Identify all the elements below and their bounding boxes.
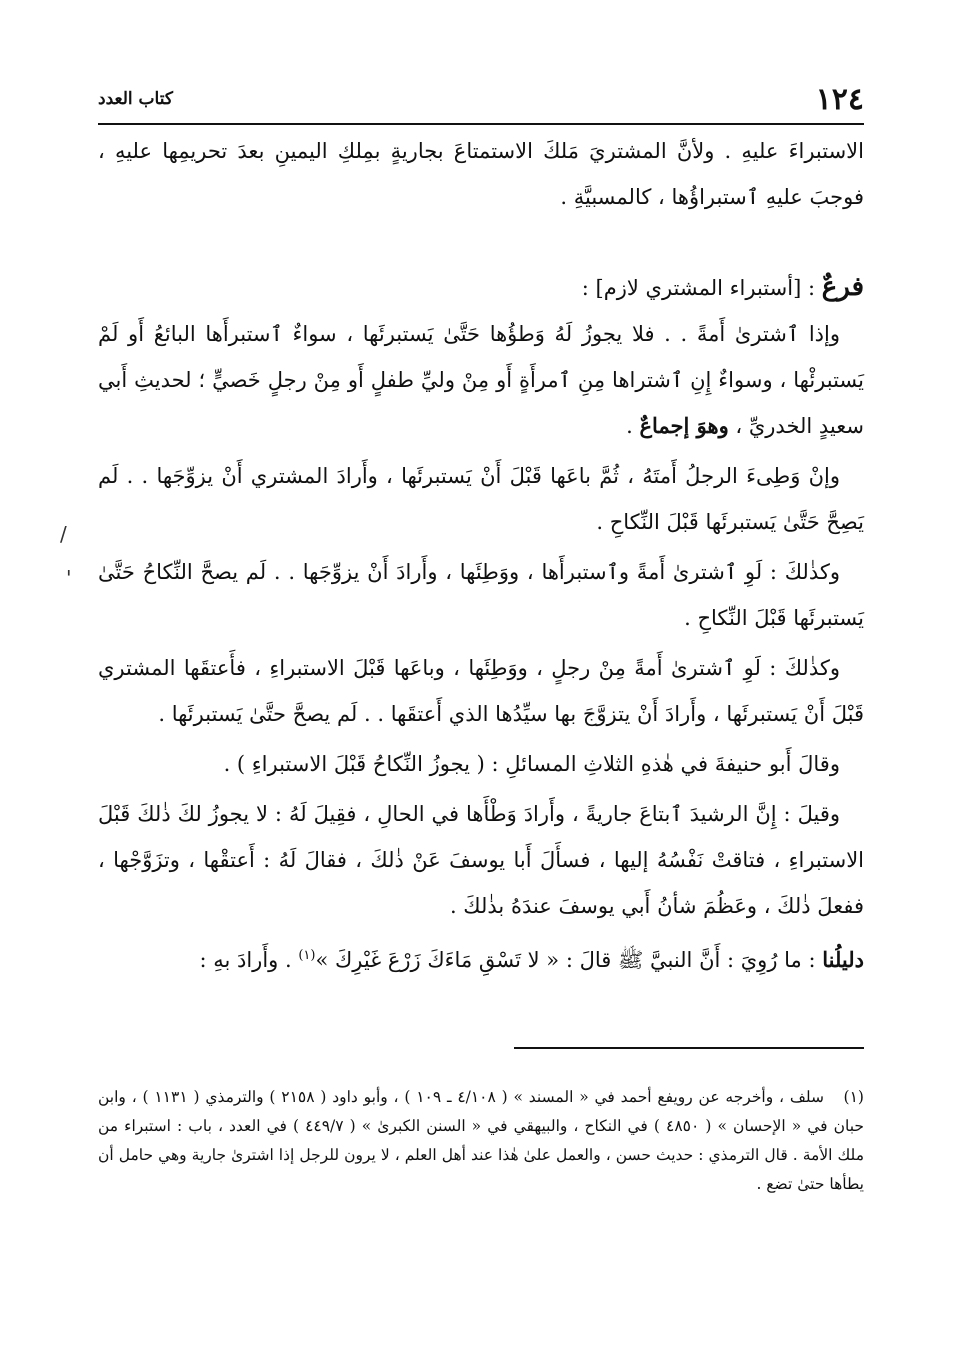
paragraph-4: وكذٰلكَ : لَوِ ٱشترىٰ أَمةً وٱستبرأَها ، ووَطِئَها ، وأَرادَ أَنْ يزوِّجَها . . لَم يصحَّ النِّكاحُ حَتَّىٰ يَستبرئَها قَبْلَ النِّكاحِ . xyxy=(98,560,864,630)
paragraph-7: وقيلَ : إِنَّ الرشيدَ ٱبتاعَ جاريةً ، وأَرادَ وَطْأَها في الحالِ ، فقِيلَ لَهُ : لا يجوزُ لكَ ذٰلكَ قَبْلَ الاستبراءِ ، فتاقتْ نَفْسُهُ إليها ، فسأَلَ أَبا يوسفَ عَنْ ذٰلكَ ، فقالَ لَهُ : أَعتقْها ، وتزَوَّجْها ، ففعلَ ذٰلكَ ، وعَظُمَ شأنُ أَبي يوسفَ عندَهُ بذٰلكَ . xyxy=(98,802,864,918)
margin-mark-2: ' xyxy=(66,566,72,590)
paragraph-6: وقالَ أَبو حنيفةَ في هٰذهِ الثلاثِ المسائلِ : ( يجوزُ النِّكاحُ قَبْلَ الاستبراءِ ) . xyxy=(223,752,840,776)
paragraph-2-bold: وهوَ إجماعٌ xyxy=(639,413,729,438)
footnote-text: سلف ، وأخرجه عن رويفع أحمد في « المسند » ( ٤/١٠٨ ـ ١٠٩ ) ، وأبو داود ( ٢١٥٨ ) والترمذي ( ١١٣١ ) ، وابن حبان في « الإحسان » ( ٤٨٥٠ ) في النكاح ، والبيهقي في « السنن الكبرىٰ » ( ٤٤٩/٧ ) في العدد ، باب : استبراء من ملك الأمة . قال الترمذي : حديث حسن ، والعمل علىٰ هٰذا عند أهل العلم ، لا يرون للرجل إذا اشترىٰ جارية وهي حامل أن يطأها حتىٰ تضع . xyxy=(98,1088,864,1193)
paragraph-2-text: وإذا ٱشترىٰ أَمةً . . فلا يجوزُ لَهُ وَطؤُها حَتَّىٰ يَستبرئَها ، سواءٌ ٱستبرأَها البائعُ أَو لَمْ يَستبرئْها ، وسواءٌ إِنِ ٱشتراها مِنِ ٱمرأَةٍ أَو مِنْ وليِّ طفلٍ أَو مِنْ رجلٍ خَصيٍّ ؛ لحديثِ أَبي سعيدٍ الخدريِّ ، xyxy=(98,322,864,438)
margin-mark-1: / xyxy=(60,522,67,546)
page-number: ١٢٤ xyxy=(815,82,864,117)
footnote-ref[interactable]: (١) xyxy=(298,948,316,963)
footnote-number: (١) xyxy=(843,1088,864,1106)
running-title: كتاب العدد xyxy=(98,89,173,109)
paragraph-1: الاستبراءَ عليهِ . ولأنَّ المشتريَ مَلكَ الاستمتاعَ بجاريةٍ بمِلكِ اليمينِ بعدَ تحريمِها عليهِ ، فوجبَ عليهِ ٱستبراؤُها ، كالمسبيَّةِ . xyxy=(98,139,864,209)
paragraph-8-end: . وأَرادَ بهِ : xyxy=(199,948,299,972)
footnote xyxy=(98,1083,864,1199)
evidence-label: دليلُنا xyxy=(822,947,864,972)
header-rule xyxy=(98,123,864,125)
footnote-rule xyxy=(514,1047,864,1049)
page-header xyxy=(98,80,864,120)
paragraph-2 xyxy=(98,311,864,449)
paragraph-3: وإنْ وَطِىءَ الرجلُ أَمتَهُ ، ثُمَّ باعَها قَبْلَ أَنْ يَستبرئَها ، وأَرادَ المشتري أَنْ يزوِّجَها . . لَم يَصِحَّ حَتَّىٰ يَستبرئَها قَبْلَ النِّكاحِ . xyxy=(98,464,864,534)
paragraph-5: وكذٰلكَ : لَوِ ٱشترىٰ أَمةً مِنْ رجلٍ ، ووَطِئَها ، وباعَها قَبْلَ الاستبراءِ ، فأَعتقَها المشتري قَبْلَ أَنْ يَستبرئَها ، وأَرادَ أَنْ يتزوَّجَ بها سيِّدُها الذي أَعتقَها . . لَم يصحَّ حتَّىٰ يَستبرئَها . xyxy=(98,656,864,726)
section-heading xyxy=(98,264,864,311)
section-title: : [أستبراء المشتري لازم] : xyxy=(581,276,822,300)
paragraph-2-end: . xyxy=(626,414,640,438)
paragraph-8 xyxy=(98,933,864,983)
paragraph-8-text: : ما رُوِيَ : أَنَّ النبيَّ ﷺ قالَ : « لا تَسْقِ مَاءَكَ زَرْعَ غَيْرِكَ » xyxy=(315,948,823,972)
main-text xyxy=(98,128,864,983)
section-label: فرعٌ xyxy=(821,272,864,302)
